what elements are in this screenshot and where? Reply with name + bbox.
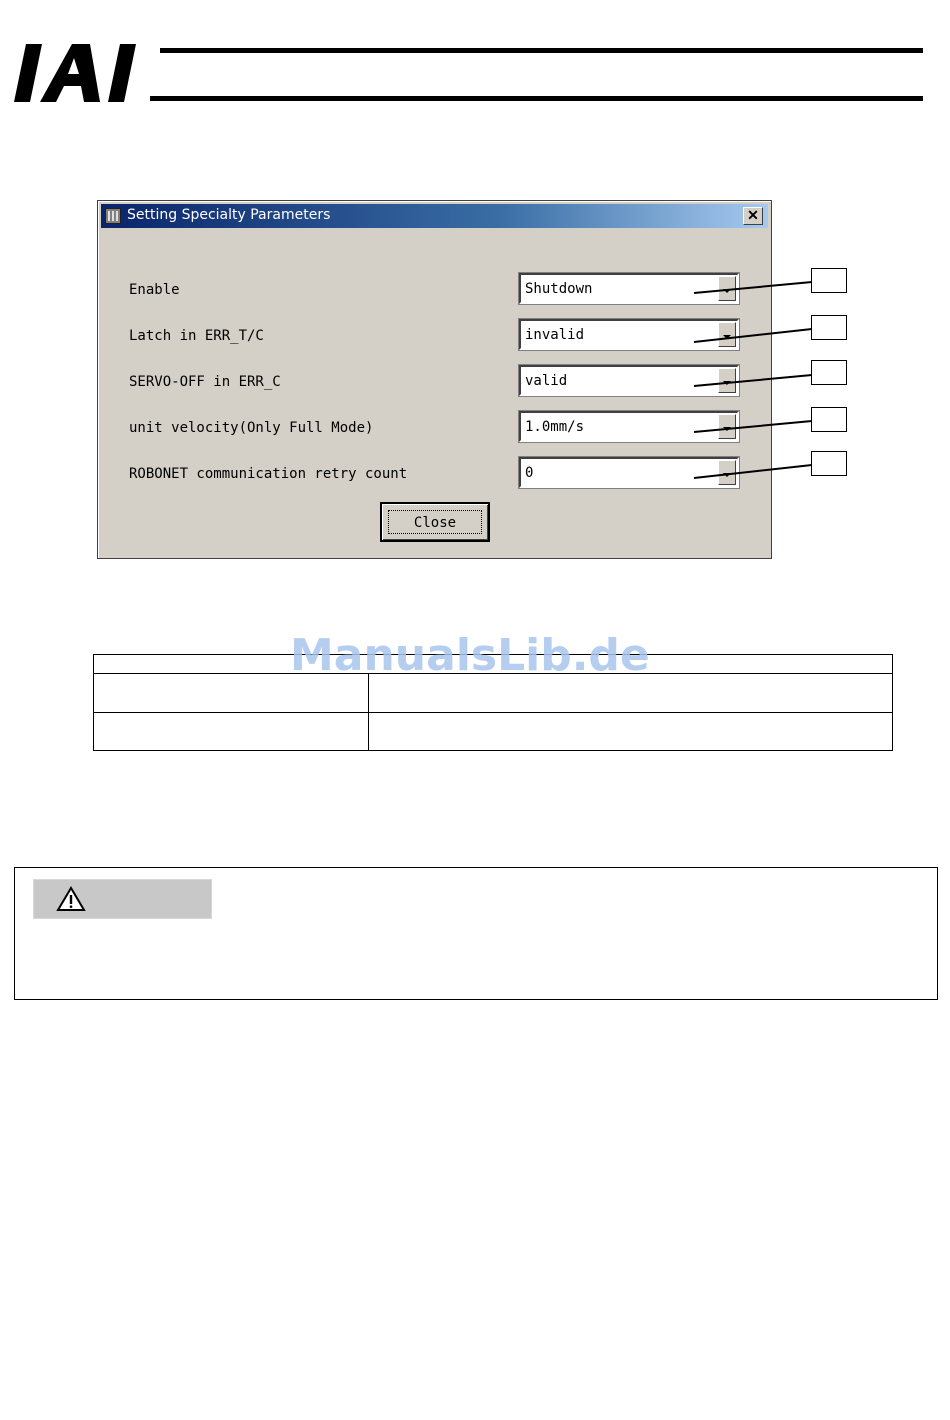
enable-select[interactable] (519, 273, 739, 304)
chevron-down-icon[interactable] (718, 368, 736, 393)
param-label-retry-count: ROBONET communication retry count (129, 466, 408, 482)
close-icon[interactable]: ✕ (743, 207, 763, 225)
param-label-unit-velocity: unit velocity(Only Full Mode) (129, 420, 374, 436)
callout-box-3 (811, 360, 847, 385)
caution-header (34, 880, 211, 918)
latch-select[interactable] (519, 319, 739, 350)
table-cell (369, 713, 893, 751)
param-label-enable: Enable (129, 282, 180, 298)
iai-logo (12, 42, 152, 104)
latch-value: invalid (525, 327, 585, 343)
table-cell (94, 713, 369, 751)
dialog-titlebar[interactable] (101, 204, 768, 228)
param-label-latch: Latch in ERR_T/C (129, 328, 264, 344)
app-window-icon (105, 208, 121, 224)
enable-value: Shutdown (525, 281, 593, 297)
unit-velocity-value: 1.0mm/s (525, 419, 585, 435)
specialty-parameters-dialog (97, 200, 772, 559)
callout-box-2 (811, 315, 847, 340)
dialog-title: Setting Specialty Parameters (127, 207, 331, 223)
servo-off-value: valid (525, 373, 568, 389)
chevron-down-icon[interactable] (718, 322, 736, 347)
chevron-down-icon[interactable] (718, 414, 736, 439)
header-rule-top (160, 48, 923, 53)
header-rule-bottom (150, 96, 923, 101)
table-row (94, 713, 893, 751)
watermark: ManualsLib.de (290, 630, 650, 681)
chevron-down-icon[interactable] (718, 460, 736, 485)
close-button-label: Close (388, 510, 482, 534)
callout-box-4 (811, 407, 847, 432)
callout-box-1 (811, 268, 847, 293)
warning-triangle-icon (56, 886, 86, 912)
callout-box-5 (811, 451, 847, 476)
param-label-servo-off: SERVO-OFF in ERR_C (129, 374, 281, 390)
caution-box (14, 867, 938, 1000)
unit-velocity-select[interactable] (519, 411, 739, 442)
chevron-down-icon[interactable] (718, 276, 736, 301)
close-button[interactable] (380, 502, 490, 542)
servo-off-select[interactable] (519, 365, 739, 396)
retry-count-select[interactable] (519, 457, 739, 488)
retry-count-value: 0 (525, 465, 534, 481)
